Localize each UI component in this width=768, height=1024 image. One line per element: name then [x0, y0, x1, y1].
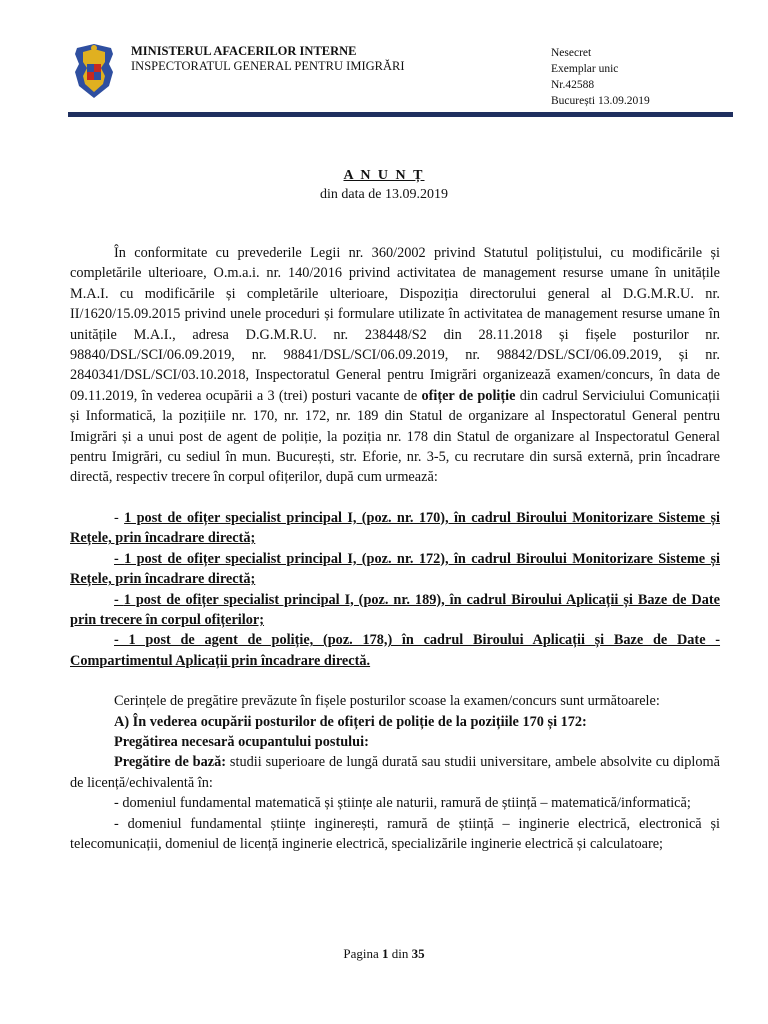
position-item: - 1 post de ofițer specialist principal I, (poz. nr. 189), în cadrul Biroului Aplicații și Baze de Date prin trecere în corpul ofițerilor; — [70, 591, 720, 628]
registration-number: Nr.42588 — [551, 79, 595, 91]
domain-item: - domeniul fundamental științe inginerești, ramură de știință – inginerie electrică, electronică și telecomunicații, domeniul de licență inginerie electrică, specializările inginerie electrică și calculatoare; — [70, 815, 720, 852]
position-item: - 1 post de agent de poliție, (poz. 178,) în cadrul Biroului Aplicații și Baze de Date - Compartimentul Aplicații prin încadrare directă. — [70, 632, 721, 669]
intro-text-1: În conformitate cu prevederile Legii nr. 360/2002 privind Statutul polițistului, cu modificările și completările ulterioare, O.m.a.i. nr. 140/2016 privind activitatea de management resurse umane în unitățile M.A.I. cu modificările și completările ulterioare, Dispoziția directorului general al D.G.M.R.U. nr. II/1620/15.09.2015 privind unele proceduri și formulare utilizate în activitatea de management resurse umane în unitățile M.A.I., adresa D.G.M.R.U. nr. 238448/S2 din 28.11.2018 și fișele posturilor nr. 98840/DSL/SCI/06.09.2019, nr. 98841/DSL/SCI/06.09.2019, nr. 98842/DSL/SCI/06.09.2019, și nr. 2840341/DSL/SCI/03.10.2018, Inspectoratul General pentru Imigrări organizează examen/concurs, în data de 09.11.2019, în vederea ocupării a 3 (trei) posturi vacante de — [70, 245, 720, 404]
prep-heading-text: Pregătirea necesară ocupantului postului: — [114, 733, 369, 750]
section-a-heading — [70, 712, 720, 732]
romanian-coat-of-arms-icon — [69, 42, 119, 100]
place-date: București 13.09.2019 — [551, 95, 650, 107]
position-text: 1 post de ofițer specialist principal I, (poz. nr. 189), în cadrul Biroului Aplicații și Baze de Date prin trecere în corpul ofițerilor; — [70, 591, 720, 628]
intro-paragraph — [70, 243, 720, 488]
footer-middle: din — [388, 946, 412, 961]
issuer-block — [131, 44, 405, 74]
document-meta — [551, 45, 650, 109]
requirements-intro: Cerințele de pregătire prevăzute în fișele posturilor scoase la examen/concurs sunt următoarele: — [114, 693, 660, 710]
footer-prefix: Pagina — [343, 946, 382, 961]
position-text: 1 post de agent de poliție, (poz. 178,) în cadrul Biroului Aplicații și Baze de Date - Compartimentul Aplicații prin încadrare directă. — [70, 632, 721, 669]
ministry-name: MINISTERUL AFACERILOR INTERNE — [131, 44, 357, 58]
header-divider — [68, 112, 733, 117]
page-title: A N U N Ț — [343, 168, 425, 183]
copy-label: Exemplar unic — [551, 63, 619, 75]
position-item: - 1 post de ofițer specialist principal I, (poz. nr. 170), în cadrul Biroului Monitorizare Sisteme și Rețele, prin încadrare directă; — [70, 509, 720, 547]
domain-item: - domeniul fundamental matematică și științe ale naturii, ramură de știință – matematică/informatică; — [114, 795, 691, 812]
total-pages: 35 — [411, 946, 425, 961]
position-item: - 1 post de ofițer specialist principal I, (poz. nr. 172), în cadrul Biroului Monitorizare Sisteme și Rețele, prin încadrare directă; — [70, 550, 720, 588]
classification: Nesecret — [551, 47, 592, 59]
base-prep-label: Pregătire de bază: — [114, 754, 227, 771]
intro-bold: ofițer de poliție — [421, 387, 516, 404]
position-text: 1 post de ofițer specialist principal I, (poz. nr. 172), în cadrul Biroului Monitorizare Sisteme și Rețele, prin încadrare directă; — [70, 550, 720, 588]
position-text: 1 post de ofițer specialist principal I, (poz. nr. 170), în cadrul Biroului Monitorizare Sisteme și Rețele, prin încadrare directă; — [70, 509, 720, 547]
page-subtitle: din data de 13.09.2019 — [320, 187, 448, 202]
prep-heading — [70, 732, 720, 752]
current-page: 1 — [382, 946, 389, 961]
inspectorate-name: INSPECTORATUL GENERAL PENTRU IMIGRĂRI — [131, 59, 405, 73]
document-body — [70, 243, 720, 854]
base-prep-text: studii superioare de lungă durată sau studii universitare, ambele absolvite cu diplomă de licență/echivalentă în: — [70, 754, 721, 791]
base-prep-paragraph — [70, 752, 720, 793]
section-a-text: A) În vederea ocupării posturilor de ofițeri de poliție de la pozițiile 170 și 172: — [114, 713, 587, 730]
intro-text-2: din cadrul Serviciului Comunicații și Informatică, la pozițiile nr. 170, nr. 172, nr. 189 din Statul de organizare al Inspectoratul General pentru Imigrări și a unui post de agent de poliție, la poziția nr. 178 din Statul de organizare al Inspectoratul General pentru Imigrări, cu sediul în mun. București, str. Eforie, nr. 3-5, cu recrutare din sursă externă, prin încadrare directă, respectiv trecere în corpul ofițerilor, după cum urmează: — [70, 387, 720, 486]
page-footer — [0, 946, 768, 962]
